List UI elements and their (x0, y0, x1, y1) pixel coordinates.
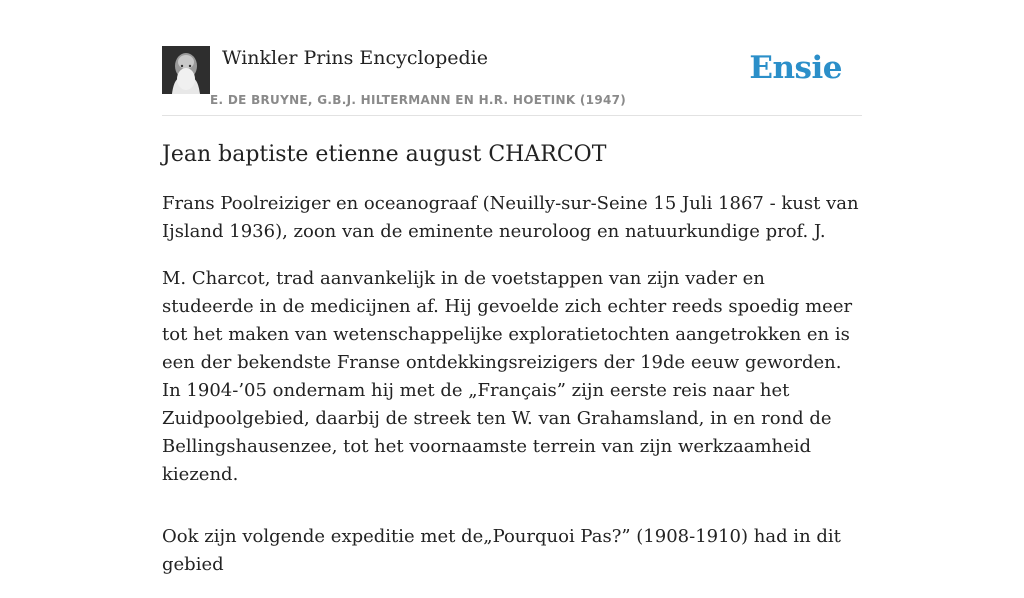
author-avatar (162, 46, 210, 94)
article-body (162, 140, 862, 598)
article-title: Jean baptiste etienne august CHARCOT (162, 142, 607, 167)
article-header (162, 46, 862, 116)
ensie-logo[interactable]: Ensie (749, 50, 842, 86)
source-title[interactable]: Winkler Prins Encyclopedie (222, 47, 488, 69)
article-paragraph: Frans Poolreiziger en oceanograaf (Neuilly-sur-Seine 15 Juli 1867 - kust van Ijsland 1936), zoon van de eminente neuroloog en natuurkundige prof. J. (162, 193, 859, 242)
source-authors: E. DE BRUYNE, G.B.J. HILTERMANN EN H.R. HOETINK (1947) (210, 93, 627, 107)
article-paragraph: Ook zijn volgende expeditie met de„Pourquoi Pas?” (1908-1910) had in dit gebied (162, 526, 841, 575)
article-paragraph: M. Charcot, trad aanvankelijk in de voetstappen van zijn vader en studeerde in de medicijnen af. Hij gevoelde zich echter reeds spoedig meer tot het maken van wetenschappelijke exploratietochten aangetrokken en is een der bekendste Franse ontdekkingsreizigers der 19de eeuw geworden. In 1904-’05 ondernam hij met de „Français” zijn eerste reis naar het Zuidpoolgebied, daarbij de streek ten W. van Grahamsland, in en rond de Bellingshausenzee, tot het voornaamste terrein van zijn werkzaamheid kiezend. (162, 268, 853, 485)
